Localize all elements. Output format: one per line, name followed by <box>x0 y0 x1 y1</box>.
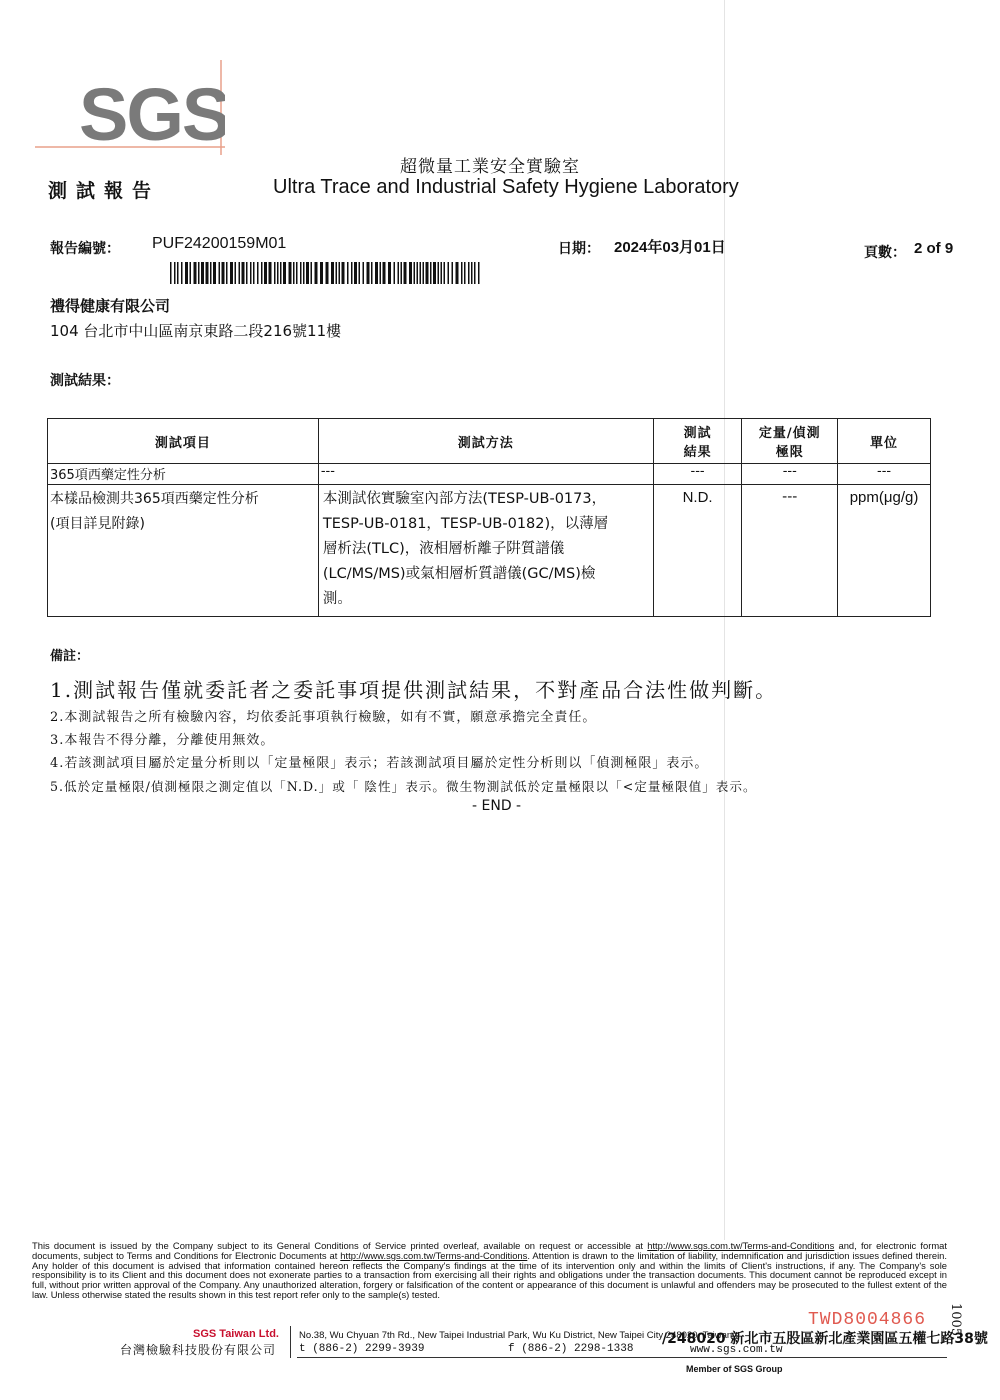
note-item: 1.測試報告僅就委託者之委託事項提供測試結果，不對產品合法性做判斷。 <box>50 678 778 702</box>
disclaimer <box>32 1241 947 1300</box>
client-address: 104 台北市中山區南京東路二段216號11樓 <box>50 322 342 340</box>
end-marker: - END - <box>472 798 522 814</box>
barcode-bar <box>230 262 233 284</box>
barcode-bar <box>375 262 378 284</box>
footer-address-en: No.38, Wu Chyuan 7th Rd., New Taipei Industrial Park, Wu Ku District, New Taipei City 248020, Taiwan <box>299 1330 733 1341</box>
barcode-bar <box>423 262 425 284</box>
barcode-bar <box>311 262 313 284</box>
barcode-bar <box>239 262 241 284</box>
barcode-bar <box>235 262 237 284</box>
barcode-bar <box>303 262 305 284</box>
barcode-bar <box>468 262 470 284</box>
barcode-bar <box>326 262 329 284</box>
barcode-bar <box>277 262 279 284</box>
row2-item-line1: 本樣品檢測共365項西藥定性分析 <box>50 491 259 507</box>
barcode-bar <box>269 262 272 284</box>
barcode-bar <box>264 262 267 284</box>
member-of-group: Member of SGS Group <box>686 1364 783 1374</box>
barcode-bar <box>388 262 391 284</box>
row1-method: --- <box>318 464 653 485</box>
barcode-bar <box>444 262 446 284</box>
barcode-bar <box>430 262 432 284</box>
serial-number: TWD8004866 <box>808 1310 927 1330</box>
note-item: 4.若該測試項目屬於定量分析則以「定量極限」表示；若該測試項目屬於定性分析則以「偵測極限」表示。 <box>50 756 709 771</box>
footer-company-en: SGS Taiwan Ltd. <box>193 1328 279 1340</box>
barcode-bar <box>257 262 259 284</box>
header-limit-line2: 極限 <box>775 445 804 460</box>
barcode-bar <box>351 262 353 284</box>
row2-unit: ppm(μg/g) <box>838 485 931 617</box>
footer-divider <box>290 1326 291 1358</box>
header-item: 測試項目 <box>48 419 319 464</box>
barcode-bar <box>478 262 480 284</box>
barcode-bar <box>441 262 443 284</box>
barcode-bar <box>206 262 209 284</box>
barcode-bar <box>383 262 386 284</box>
barcode-bar <box>404 262 407 284</box>
barcode-bar <box>170 262 172 284</box>
barcode-bar <box>394 262 396 284</box>
barcode-bar <box>398 262 400 284</box>
barcode-bar <box>177 262 179 284</box>
row2-limit: --- <box>742 485 838 617</box>
note-item: 2.本測試報告之所有檢驗內容，均依委託事項執行檢驗，如有不實，願意承擔完全責任。 <box>50 710 597 725</box>
barcode-bar <box>414 262 416 284</box>
method-line: TESP-UB-0181，TESP-UB-0182)，以薄層 <box>322 516 609 532</box>
barcode-bar <box>363 262 365 284</box>
barcode-bar <box>342 262 345 284</box>
header-result-line2: 結果 <box>683 445 712 460</box>
terms-electronic-link[interactable]: http://www.sgs.com.tw/Terms-and-Conditions <box>340 1249 528 1261</box>
barcode-bar <box>433 262 436 284</box>
method-line: 測。 <box>322 591 352 607</box>
header-result <box>653 419 742 464</box>
barcode-bar <box>448 262 450 284</box>
row1-result: --- <box>653 464 742 485</box>
barcode-bar <box>283 262 286 284</box>
barcode-bar <box>471 262 473 284</box>
header-result-line1: 測試 <box>683 426 712 441</box>
barcode-bar <box>380 262 382 284</box>
header-unit: 單位 <box>838 419 931 464</box>
barcode-bar <box>242 262 245 284</box>
barcode-bar <box>198 262 200 284</box>
barcode-bar <box>213 262 216 284</box>
header-limit-line1: 定量/偵測 <box>758 426 821 441</box>
barcode-bar <box>296 262 298 284</box>
barcode-bar <box>201 262 204 284</box>
barcode-bar <box>420 262 422 284</box>
lab-name-en: Ultra Trace and Industrial Safety Hygiene Laboratory <box>273 176 739 198</box>
report-no: PUF24200159M01 <box>152 235 287 252</box>
barcode-bar <box>253 262 255 284</box>
barcode-bar <box>300 262 302 284</box>
row2-item <box>48 485 319 617</box>
barcode-bar <box>367 262 370 284</box>
method-line: 本測試依實驗室內部方法(TESP-UB-0173， <box>322 491 607 507</box>
results-label: 測試結果： <box>50 373 120 389</box>
row1-unit: --- <box>838 464 931 485</box>
barcode-bar <box>210 262 212 284</box>
barcode-bar <box>289 262 292 284</box>
method-line: (LC/MS/MS)或氣相層析質譜儀(GC/MS)檢 <box>322 566 596 582</box>
disclaimer-text-b: and, for electronic format documents, subject to Terms and Conditions for Electronic Documents at <box>32 1240 947 1261</box>
client-name: 禮得健康有限公司 <box>50 297 171 315</box>
results-table <box>47 418 931 617</box>
barcode-bar <box>331 262 334 284</box>
barcode-bar <box>250 262 252 284</box>
barcode-bar <box>274 262 276 284</box>
barcode-bar <box>452 262 454 284</box>
barcode-bar <box>336 262 338 284</box>
footer-phone: t (886-2) 2299-3939 <box>299 1343 425 1355</box>
report-no-label: 報告編號： <box>50 241 120 257</box>
barcode <box>170 262 482 284</box>
barcode-bar <box>347 262 349 284</box>
row1-item: 365項西藥定性分析 <box>48 464 319 485</box>
barcode-bar <box>315 262 318 284</box>
barcode-bar <box>222 262 225 284</box>
barcode-bar <box>280 262 282 284</box>
barcode-bar <box>293 262 295 284</box>
header-method: 測試方法 <box>318 419 653 464</box>
table-row <box>48 464 931 485</box>
barcode-bar <box>371 262 373 284</box>
note-item: 5.低於定量極限/偵測極限之測定值以「N.D.」或「 陰性」表示。微生物測試低於定量極限以「<定量極限值」表示。 <box>50 779 757 794</box>
report-date: 2024年03月01日 <box>614 239 726 256</box>
barcode-bar <box>306 262 309 284</box>
row1-limit: --- <box>742 464 838 485</box>
table-header-row <box>48 419 931 464</box>
footer-fax: f (886-2) 2298-1338 <box>508 1343 634 1355</box>
barcode-bar <box>426 262 429 284</box>
footer-rule <box>297 1357 947 1358</box>
row2-method <box>318 485 653 617</box>
note-item: 3.本報告不得分離，分離使用無效。 <box>50 733 275 748</box>
method-line: 層析法(TLC)，液相層析離子阱質譜儀 <box>322 541 565 557</box>
notes-label: 備註： <box>50 649 90 664</box>
barcode-bar <box>339 262 341 284</box>
date-label: 日期： <box>558 241 600 257</box>
barcode-bar <box>194 262 197 284</box>
footer-company-zh: 台灣檢驗科技股份有限公司 <box>120 1343 277 1357</box>
barcode-bar <box>461 262 463 284</box>
disclaimer-text-c: . Attention is drawn to the limitation of liability, indemnification and jurisdiction issues defined therein. Any holder of this document is advised that information contained hereon reflects the Company's findings at the time of its intervention only and within the limits of Client's instructions, if any. The Company's sole responsibility is to its Client and this document does not exonerate parties to a transaction from exercising all their rights and obligations under the transaction documents. This document cannot be reproduced except in full, without prior written approval of the Company. Any unauthorized alteration, forgery or falsification of the content or appearance of this document is unlawful and offenders may be prosecuted to the fullest extent of the law. Unless otherwise stated the results shown in this test report refer only to the sample(s) tested. <box>32 1249 947 1300</box>
lab-name-zh: 超微量工業安全實驗室 <box>400 157 580 177</box>
barcode-bar <box>219 262 221 284</box>
terms-link[interactable]: http://www.sgs.com.tw/Terms-and-Conditions <box>647 1240 835 1251</box>
table-row <box>48 485 931 617</box>
barcode-bar <box>246 262 248 284</box>
report-title: 測試報告 <box>48 180 161 202</box>
sgs-logo-text: SGS <box>79 73 225 155</box>
barcode-bar <box>261 262 263 284</box>
row2-result: N.D. <box>653 485 742 617</box>
footer-address-zh: /248020 新北市五股區新北產業園區五權七路38號 <box>662 1331 988 1347</box>
page-label: 頁數： <box>864 245 906 261</box>
barcode-bar <box>190 262 192 284</box>
barcode-bar <box>320 262 323 284</box>
barcode-bar <box>438 262 440 284</box>
barcode-bar <box>474 262 476 284</box>
barcode-bar <box>401 262 403 284</box>
disclaimer-text-a: This document is issued by the Company subject to its General Conditions of Service printed overleaf, available on request or accessible at <box>32 1240 648 1251</box>
header-limit <box>742 419 838 464</box>
barcode-bar <box>181 262 183 284</box>
barcode-bar <box>417 262 419 284</box>
row2-item-line2: (項目詳見附錄) <box>50 516 145 532</box>
barcode-bar <box>185 262 188 284</box>
side-code: 1005 <box>948 1303 963 1337</box>
barcode-bar <box>226 262 228 284</box>
footer-website[interactable]: www.sgs.com.tw <box>690 1344 783 1356</box>
page-number: 2 of 9 <box>914 240 954 257</box>
barcode-bar <box>354 262 357 284</box>
barcode-bar <box>174 262 176 284</box>
sgs-logo <box>35 60 225 155</box>
barcode-bar <box>409 262 412 284</box>
barcode-bar <box>456 262 459 284</box>
barcode-bar <box>359 262 361 284</box>
barcode-bar <box>464 262 466 284</box>
